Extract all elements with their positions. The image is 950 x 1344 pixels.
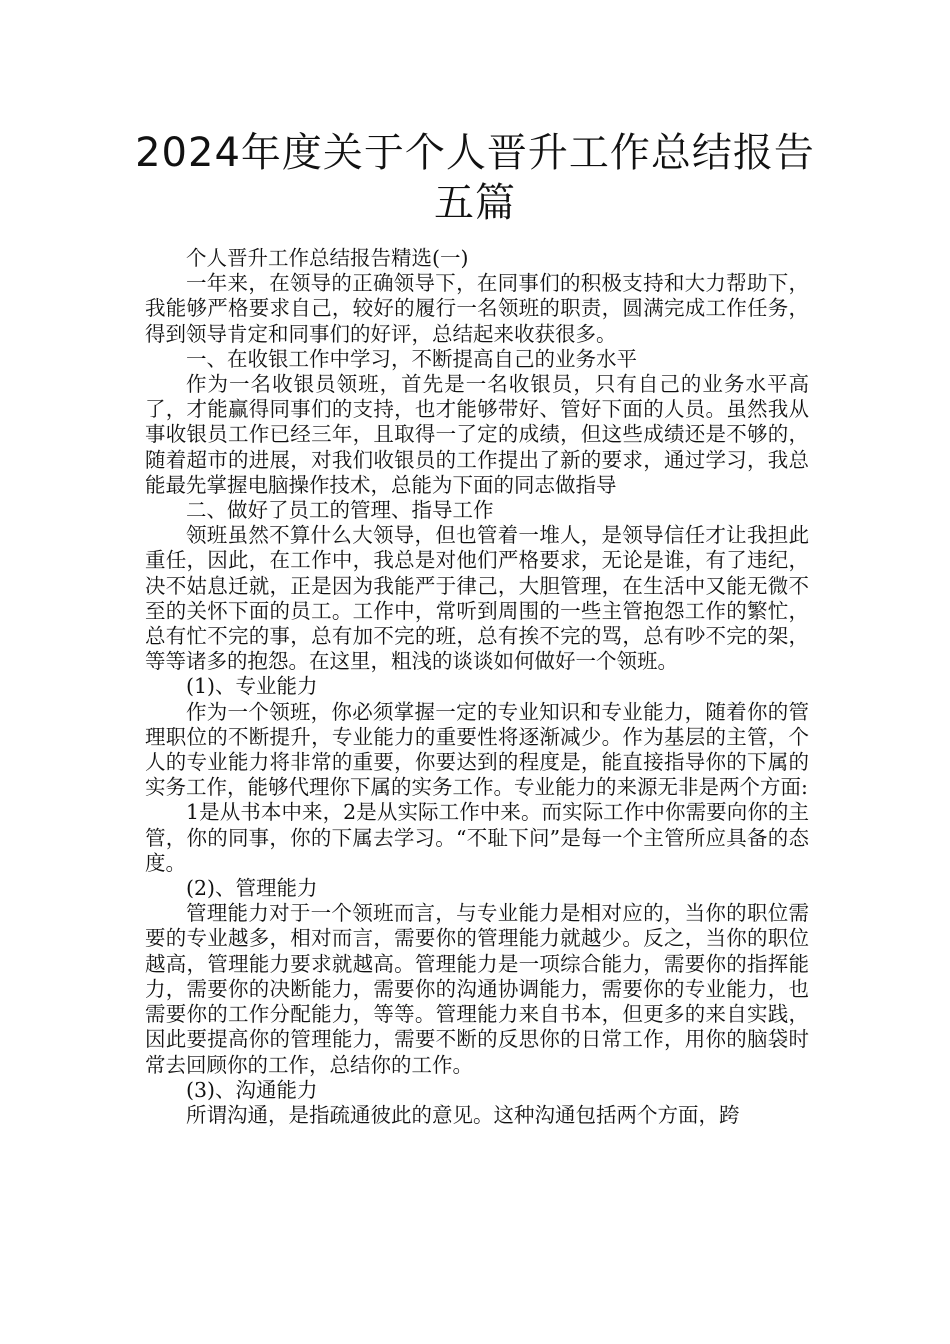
paragraph-section-heading: 个人晋升工作总结报告精选(一) xyxy=(186,246,469,270)
document-title: 2024年度关于个人晋升工作总结报告五篇 xyxy=(135,130,815,226)
paragraph: 作为一个领班，你必须掌握一定的专业知识和专业能力，随着你的管理职位的不断提升，专业能力的重要性将逐渐减少。作为基层的主管，个人的专业能力将非常的重要，你要达到的程度是，能直接指导你的下属的实务工作，能够代理你下属的实务工作。专业能力的来源无非是两个方面: xyxy=(145,699,809,800)
paragraph: 管理能力对于一个领班而言，与专业能力是相对应的，当你的职位需要的专业越多，相对而言，需要你的管理能力就越少。反之，当你的职位越高，管理能力要求就越高。管理能力是一项综合能力，需要你的指挥能力，需要你的决断能力，需要你的沟通协调能力，需要你的专业能力，也需要你的工作分配能力，等等。管理能力来自书本，但更多的来自实践，因此要提高你的管理能力，需要不断的反思你的日常工作，用你的脑袋时常去回顾你的工作，总结你的工作。 xyxy=(145,901,809,1077)
paragraph-heading: 一、在收银工作中学习，不断提高自己的业务水平 xyxy=(186,346,637,371)
paragraph: 作为一名收银员领班，首先是一名收银员，只有自己的业务水平高了，才能赢得同事们的支持，也才能够带好、管好下面的人员。虽然我从事收银员工作已经三年，且取得一了定的成绩，但这些成绩还是不够的，随着超市的进展，对我们收银员的工作提出了新的要求，通过学习，我总能最先掌握电脑操作技术，总能为下面的同志做指导 xyxy=(145,372,809,497)
paragraph: 所谓沟通，是指疏通彼此的意见。这种沟通包括两个方面，跨 xyxy=(186,1102,740,1127)
document-body xyxy=(145,246,809,1128)
paragraph: 1是从书本中来，2是从实际工作中来。而实际工作中你需要向你的主管，你的同事，你的下属去学习。“不耻下问”是每一个主管所应具备的态度。 xyxy=(145,800,809,875)
paragraph-subheading: (1)、专业能力 xyxy=(186,674,318,699)
paragraph-subheading: (3)、沟通能力 xyxy=(186,1077,318,1102)
paragraph: 领班虽然不算什么大领导，但也管着一堆人，是领导信任才让我担此重任，因此，在工作中，我总是对他们严格要求，无论是谁，有了违纪，决不姑息迁就，正是因为我能严于律己，大胆管理，在生活中又能无微不至的关怀下面的员工。工作中，常听到周围的一些主管抱怨工作的繁忙，总有忙不完的事，总有加不完的班，总有挨不完的骂，总有吵不完的架，等等诸多的抱怨。在这里，粗浅的谈谈如何做好一个领班。 xyxy=(145,523,809,674)
paragraph-heading: 二、做好了员工的管理、指导工作 xyxy=(186,498,494,523)
paragraph-subheading: (2)、管理能力 xyxy=(186,876,318,901)
paragraph: 一年来，在领导的正确领导下，在同事们的积极支持和大力帮助下，我能够严格要求自己，较好的履行一名领班的职责，圆满完成工作任务，得到领导肯定和同事们的好评，总结起来收获很多。 xyxy=(145,271,809,346)
